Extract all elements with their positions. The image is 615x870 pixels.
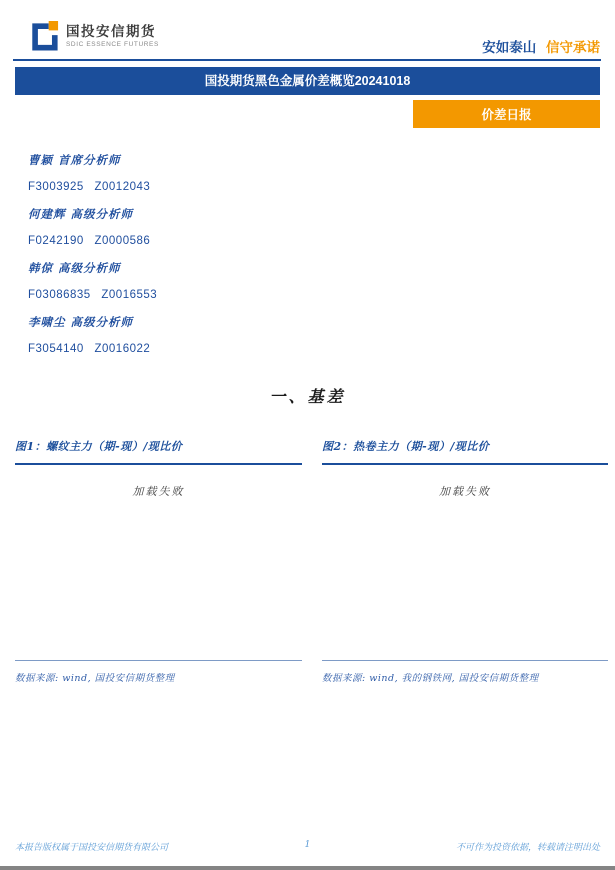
logo-subtitle: SDIC ESSENCE FUTURES — [66, 41, 159, 48]
analyst-name-row — [28, 308, 157, 335]
analyst-code-row — [28, 335, 157, 362]
footer-disclaimer: 不可作为投资依据，转载请注明出处 — [455, 843, 600, 853]
analyst-name-row — [28, 200, 157, 227]
logo-mark-icon — [29, 20, 59, 52]
analyst-codes: F3054140 Z0016022 — [28, 342, 151, 355]
analyst-name: 曹颖 首席分析师 — [28, 152, 121, 167]
price-spread-daily-tag[interactable]: 价差日报 — [413, 100, 600, 128]
analyst-name-row — [28, 254, 157, 281]
chart-data-source: 数据来源: wind, 我的钢铁网, 国投安信期货整理 — [322, 660, 608, 684]
analyst-list — [28, 146, 157, 362]
analyst-codes: F0242190 Z0000586 — [28, 234, 151, 247]
section-title-basis: 一、基差 — [269, 387, 346, 406]
analyst-name: 何建辉 高级分析师 — [28, 206, 134, 221]
chart-load-failed-placeholder: 加载失败 — [439, 485, 491, 498]
header-divider — [13, 59, 601, 61]
analyst-code-row — [28, 281, 157, 308]
slogan-primary: 安如泰山 — [482, 40, 537, 55]
analyst-code-row — [28, 173, 157, 200]
page-bottom-edge — [0, 866, 615, 870]
analyst-codes: F03086835 Z0016553 — [28, 288, 158, 301]
chart-load-failed-placeholder: 加载失败 — [132, 485, 185, 498]
analyst-name: 韩倞 高级分析师 — [28, 260, 121, 275]
analyst-name-row — [28, 146, 157, 173]
page-footer — [15, 840, 600, 854]
footer-copyright: 本报告版权属于国投安信期货有限公司 — [15, 843, 169, 853]
analyst-code-row — [28, 227, 157, 254]
analyst-codes: F3003925 Z0012043 — [28, 180, 151, 193]
analyst-name: 李啸尘 高级分析师 — [28, 314, 134, 329]
slogan-secondary: 信守承诺 — [546, 40, 600, 55]
logo-text-block — [66, 24, 159, 48]
report-title-banner: 国投期货黑色金属价差概览20241018 — [15, 67, 600, 95]
chart-title: 图2：热卷主力（期-现）/现比价 — [322, 438, 608, 465]
company-slogan — [482, 36, 600, 56]
company-logo — [29, 20, 159, 52]
footer-page-number: 1 — [304, 840, 311, 850]
chart-title: 图1：螺纹主力（期-现）/现比价 — [15, 438, 302, 465]
chart-data-source: 数据来源: wind, 国投安信期货整理 — [15, 660, 302, 684]
logo-title: 国投安信期货 — [66, 24, 156, 39]
chart-panel-hot-coil — [322, 438, 608, 698]
chart-panel-rebar — [15, 438, 302, 698]
